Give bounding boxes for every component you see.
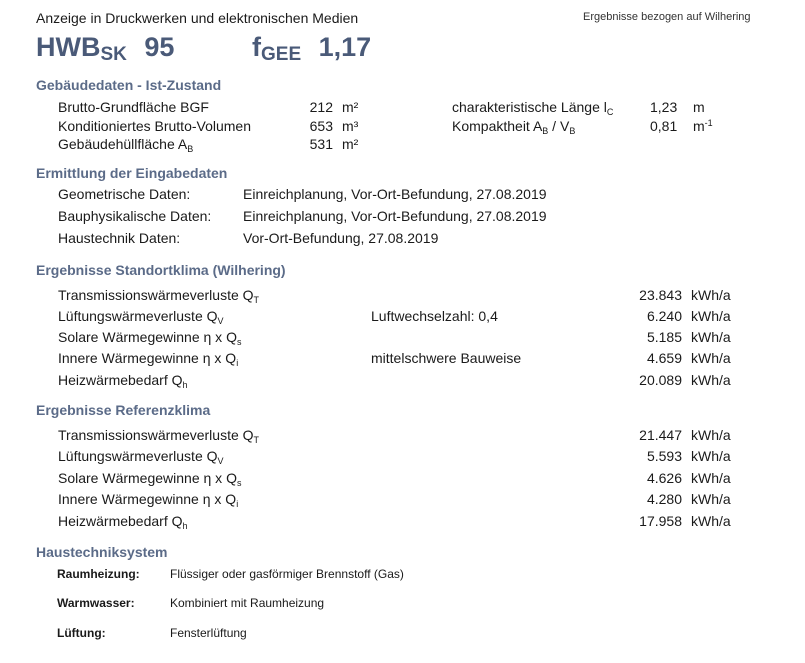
standort-lueftung-note: Luftwechselzahl: 0,4 <box>371 308 498 324</box>
hwb-sub: SK <box>100 44 127 65</box>
lueftung-label: Lüftung: <box>57 626 106 640</box>
standort-innere-value: 4.659 <box>646 350 682 366</box>
referenz-innere-label: Innere Wärmegewinne η x $Q_i$ <box>58 491 239 509</box>
char-laenge-label: charakteristische Länge $l_C$ <box>452 99 614 117</box>
referenz-lueftung-unit: kWh/a <box>691 448 731 464</box>
referenz-lueftung-label: Lüftungswärmeverluste $Q_V$ <box>58 448 224 466</box>
section-title-haustechniksystem: Haustechniksystem <box>36 544 168 560</box>
standort-solar-label: Solare Wärmegewinne η x $Q_s$ <box>58 329 242 347</box>
warmwasser-value: Kombiniert mit Raumheizung <box>170 596 325 610</box>
fgee-value: 1,17 <box>318 32 372 62</box>
standort-lueftung-label: Lüftungswärmeverluste $Q_V$ <box>58 308 224 326</box>
fgee-indicator <box>252 32 371 66</box>
referenz-innere-value: 4.280 <box>646 491 682 507</box>
reference-note: Ergebnisse bezogen auf Wilhering <box>583 11 751 23</box>
bauphysik-value: Einreichplanung, Vor-Ort-Befundung, 27.08.2019 <box>243 208 547 224</box>
hwb-indicator <box>36 32 174 66</box>
referenz-solar-label: Solare Wärmegewinne η x $Q_s$ <box>58 470 242 488</box>
standort-lueftung-unit: kWh/a <box>691 308 731 324</box>
bgf-unit: m² <box>342 99 359 115</box>
volume-unit: m³ <box>342 118 359 134</box>
referenz-solar-unit: kWh/a <box>691 470 731 486</box>
standort-innere-unit: kWh/a <box>691 350 731 366</box>
section-title-gebaeudedaten: Gebäudedaten - Ist-Zustand <box>36 77 222 93</box>
standort-transmission-unit: kWh/a <box>691 287 731 303</box>
kompaktheit-unit: $m^{-1}$ <box>693 118 713 134</box>
kompaktheit-value: 0,81 <box>650 118 678 134</box>
standort-innere-note: mittelschwere Bauweise <box>371 350 522 366</box>
huellflaeche-unit: m² <box>342 136 359 152</box>
standort-heizwaerme-value: 20.089 <box>639 372 682 388</box>
referenz-transmission-label: Transmissionswärmeverluste $Q_T$ <box>58 427 260 445</box>
standort-transmission-label: Transmissionswärmeverluste $Q_T$ <box>58 287 260 305</box>
raumheizung-value: Flüssiger oder gasförmiger Brennstoff (Gas) <box>170 567 404 581</box>
standort-innere-label: Innere Wärmegewinne η x $Q_i$ <box>58 350 239 368</box>
huellflaeche-value: 531 <box>309 136 333 152</box>
haustechnik-daten-label: Haustechnik Daten: <box>58 230 181 246</box>
standort-transmission-value: 23.843 <box>639 287 682 303</box>
geometrie-label: Geometrische Daten: <box>58 186 191 202</box>
kompaktheit-label: Kompaktheit $A_B / V_B$ <box>452 118 576 136</box>
standort-solar-value: 5.185 <box>646 329 682 345</box>
section-title-eingabedaten: Ermittlung der Eingabedaten <box>36 165 228 181</box>
referenz-lueftung-value: 5.593 <box>646 448 682 464</box>
referenz-heizwaerme-label: Heizwärmebedarf $Q_h$ <box>58 513 188 531</box>
section-title-referenzklima: Ergebnisse Referenzklima <box>36 402 211 418</box>
volume-value: 653 <box>309 118 333 134</box>
referenz-solar-value: 4.626 <box>646 470 682 486</box>
fgee-sub: GEE <box>261 44 302 65</box>
referenz-heizwaerme-value: 17.958 <box>639 513 682 529</box>
bauphysik-label: Bauphysikalische Daten: <box>58 208 212 224</box>
char-laenge-value: 1,23 <box>650 99 678 115</box>
referenz-innere-unit: kWh/a <box>691 491 731 507</box>
geometrie-value: Einreichplanung, Vor-Ort-Befundung, 27.08.2019 <box>243 186 547 202</box>
referenz-transmission-value: 21.447 <box>639 427 682 443</box>
standort-solar-unit: kWh/a <box>691 329 731 345</box>
bgf-value: 212 <box>309 99 333 115</box>
bgf-label: Brutto-Grundfläche BGF <box>58 99 209 115</box>
fgee-label: f <box>252 32 261 62</box>
volume-label: Konditioniertes Brutto-Volumen <box>58 118 251 134</box>
document-title: Anzeige in Druckwerken und elektronischen Medien <box>36 10 359 26</box>
standort-heizwaerme-label: Heizwärmebedarf $Q_h$ <box>58 372 188 390</box>
haustechnik-daten-value: Vor-Ort-Befundung, 27.08.2019 <box>243 230 439 246</box>
raumheizung-label: Raumheizung: <box>57 567 140 581</box>
hwb-value: 95 <box>144 32 175 62</box>
section-title-standortklima: Ergebnisse Standortklima (Wilhering) <box>36 262 286 278</box>
warmwasser-label: Warmwasser: <box>57 596 135 610</box>
hwb-label: HWB <box>36 32 101 62</box>
standort-heizwaerme-unit: kWh/a <box>691 372 731 388</box>
referenz-heizwaerme-unit: kWh/a <box>691 513 731 529</box>
standort-lueftung-value: 6.240 <box>646 308 682 324</box>
referenz-transmission-unit: kWh/a <box>691 427 731 443</box>
huellflaeche-label: Gebäudehüllfläche $A_B$ <box>58 136 194 154</box>
char-laenge-unit: m <box>693 99 705 115</box>
lueftung-value: Fensterlüftung <box>170 626 247 640</box>
